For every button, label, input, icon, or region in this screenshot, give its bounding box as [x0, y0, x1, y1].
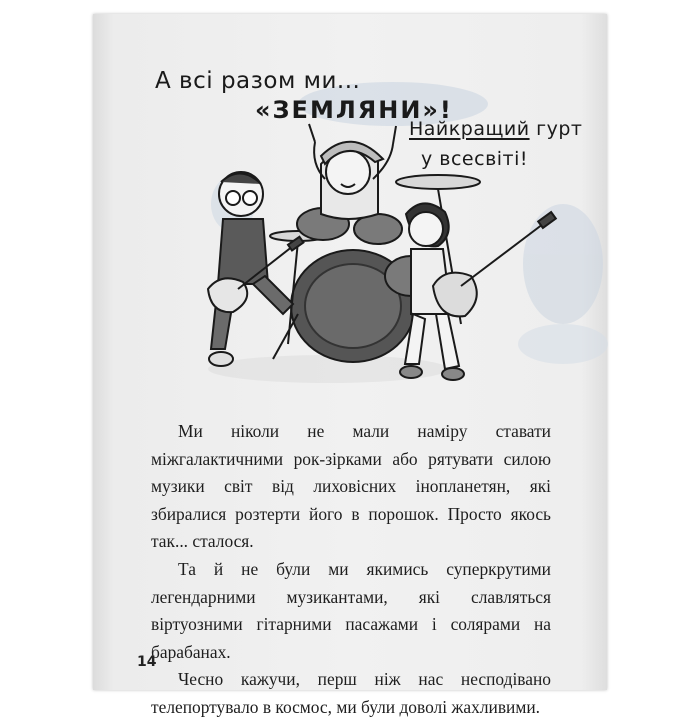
speech-line-2: «ЗЕМЛЯНИ»! — [255, 96, 453, 124]
paragraph: Ми ніколи не мали наміру ставати міжгалактичними рок-зірками або рятувати силою музики світ від лиховісних інопланетян, які збиралися розтерти його в порошок. Просто якось так... сталося. — [151, 421, 551, 552]
body-text — [151, 418, 551, 722]
speech-line-3-underlined-b: щий — [485, 118, 530, 140]
paragraph: Чесно кажучи, перш ніж нас несподівано телепортувало в космос, ми були доволі жахливими. — [151, 669, 551, 717]
speech-line-1: А всі разом ми... — [155, 68, 361, 94]
speech-line-3-underlined-a: Найкра — [409, 118, 486, 140]
speech-line-4: у всесвіті! — [421, 148, 529, 170]
page-number: 14 — [137, 654, 157, 670]
drummer-character — [309, 124, 396, 219]
paragraph: Та й не були ми якимись суперкрутими легендарними музикантами, які славляться віртуозними гітарними пасажами і солярами на барабанах. — [151, 558, 551, 662]
book-page — [93, 14, 607, 717]
speech-line-3-rest: гурт — [529, 118, 583, 140]
speech-line-3 — [409, 118, 582, 140]
